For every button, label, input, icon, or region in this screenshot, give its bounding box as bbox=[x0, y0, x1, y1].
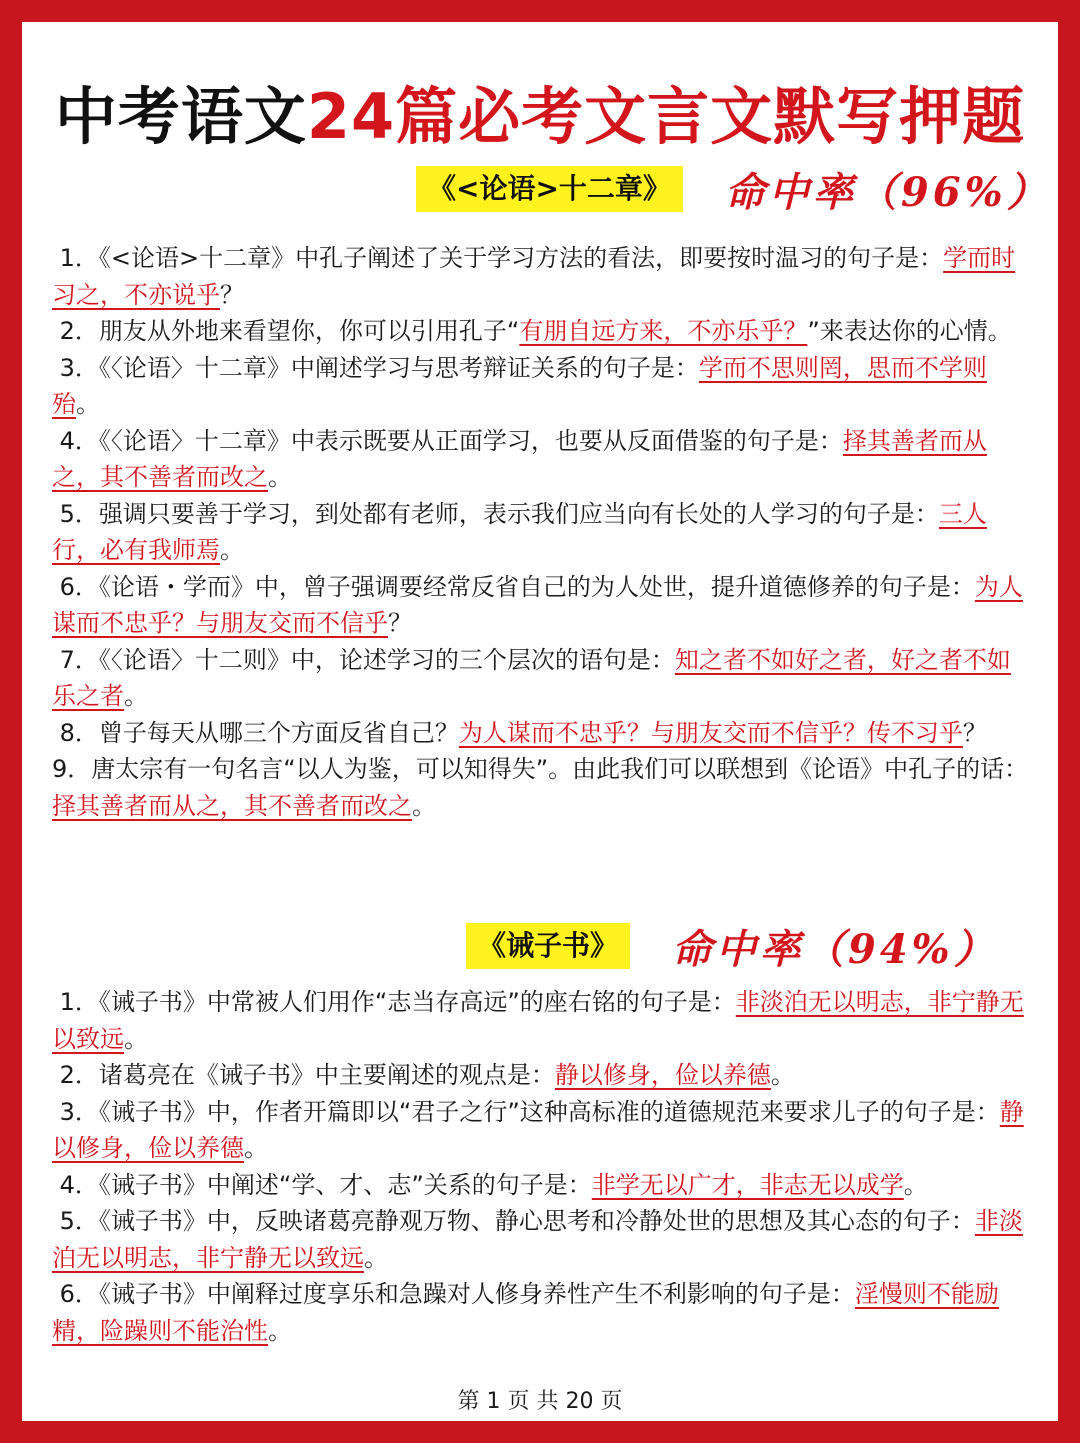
answer-text: 知之者不如好之者，好之者不如乐之者 bbox=[52, 645, 1011, 710]
answer-text: 择其善者而从之，其不善者而改之 bbox=[52, 791, 412, 820]
question-item bbox=[52, 984, 1032, 1057]
section-header-lunyu bbox=[416, 166, 1051, 216]
hit-rate-label: 命中率（96%） bbox=[724, 168, 1051, 216]
question-text: 1．《<论语>十二章》中孔子阐述了关于学习方法的看法，即要按时温习的句子是： bbox=[59, 244, 944, 272]
question-item bbox=[52, 642, 1032, 715]
answer-text: 择其善者而从之，其不善者而改之 bbox=[52, 426, 987, 491]
question-item bbox=[52, 350, 1032, 423]
question-tail: 。 bbox=[244, 1134, 268, 1162]
hit-rate-label: 命中率（94%） bbox=[672, 925, 998, 973]
question-item bbox=[52, 715, 1032, 752]
question-tail: 。 bbox=[268, 1316, 292, 1345]
answer-text: 静以修身，俭以养德 bbox=[554, 1061, 771, 1089]
question-text: 6．《诫子书》中阐释过度享乐和急躁对人修身养性产生不利影响的句子是： bbox=[59, 1280, 855, 1308]
document-page bbox=[22, 22, 1058, 1421]
question-text: 2．朋友从外地来看望你，你可以引用孔子“ bbox=[59, 317, 520, 345]
answer-text: 学而不思则罔，思而不学则殆 bbox=[52, 353, 987, 418]
question-item bbox=[52, 1276, 1032, 1349]
question-tail: 。 bbox=[124, 1024, 148, 1053]
question-tail: 。 bbox=[268, 463, 292, 491]
question-tail: 。 bbox=[770, 1061, 795, 1089]
section-questions-jiezishu bbox=[52, 984, 1032, 1349]
section-label: 《诫子书》 bbox=[466, 923, 630, 969]
question-item bbox=[52, 569, 1032, 642]
question-item bbox=[52, 751, 1032, 824]
question-tail: 。 bbox=[220, 536, 244, 564]
question-text: 2．诸葛亮在《诫子书》中主要阐述的观点是： bbox=[59, 1061, 555, 1089]
answer-text: 非学无以广才，非志无以成学 bbox=[591, 1170, 904, 1199]
title-part-red: 24篇必考文言文默写押题 bbox=[306, 80, 1026, 153]
question-item bbox=[52, 1057, 1032, 1094]
section-questions-lunyu bbox=[52, 240, 1032, 824]
question-item bbox=[52, 313, 1032, 350]
question-tail: ”来表达你的心情。 bbox=[807, 317, 1012, 345]
question-tail: ？ bbox=[962, 718, 987, 747]
section-header-jiezishu bbox=[466, 923, 998, 973]
answer-text: 静以修身，俭以养德 bbox=[52, 1097, 1024, 1162]
answer-text: 为人谋而不忠乎？与朋友交而不信乎？传不习乎 bbox=[458, 718, 963, 747]
answer-text: 非淡泊无以明志，非宁静无以致远 bbox=[52, 1207, 1023, 1272]
question-item bbox=[52, 496, 1032, 569]
question-text: 6．《论语・学而》中，曾子强调要经常反省自己的为人处世，提升道德修养的句子是： bbox=[59, 572, 975, 601]
question-tail: 。 bbox=[124, 682, 148, 710]
title-part-black: 中考语文 bbox=[54, 80, 307, 153]
question-tail: ？ bbox=[220, 280, 244, 309]
section-label: 《<论语>十二章》 bbox=[416, 166, 683, 212]
question-item bbox=[52, 1203, 1032, 1276]
question-text: 4．《诫子书》中阐述“学、才、志”关系的句子是： bbox=[59, 1170, 592, 1199]
answer-text: 非淡泊无以明志，非宁静无以致远 bbox=[52, 988, 1024, 1053]
question-text: 5．强调只要善于学习，到处都有老师，表示我们应当向有长处的人学习的句子是： bbox=[59, 499, 939, 528]
question-tail: 。 bbox=[76, 390, 100, 418]
answer-text: 为人谋而不忠乎？与朋友交而不信乎 bbox=[52, 572, 1023, 637]
question-item bbox=[52, 423, 1032, 496]
question-text: 4．《〈论语〉十二章》中表示既要从正面学习，也要从反面借鉴的句子是： bbox=[59, 426, 843, 455]
page-title bbox=[22, 80, 1058, 153]
answer-text: 三人行，必有我师焉 bbox=[52, 499, 987, 564]
question-item bbox=[52, 240, 1032, 313]
question-tail: ？ bbox=[388, 609, 412, 637]
question-tail: 。 bbox=[903, 1170, 928, 1199]
question-text: 5．《诫子书》中，反映诸葛亮静观万物、静心思考和冷静处世的思想及其心态的句子： bbox=[59, 1207, 975, 1235]
page-footer: 第 1 页 共 20 页 bbox=[457, 1389, 623, 1414]
question-tail: 。 bbox=[412, 791, 436, 820]
answer-text: 学而时习之，不亦说乎 bbox=[52, 244, 1016, 309]
question-text: 9．唐太宗有一句名言“以人为鉴，可以知得失”。由此我们可以联想到《论语》中孔子的话： bbox=[52, 755, 1029, 783]
question-text: 3．《诫子书》中，作者开篇即以“君子之行”这种高标准的道德规范来要求儿子的句子是： bbox=[59, 1097, 1000, 1126]
question-text: 3．《〈论语〉十二章》中阐述学习与思考辩证关系的句子是： bbox=[59, 353, 699, 382]
question-item bbox=[52, 1167, 1032, 1204]
question-tail: 。 bbox=[364, 1243, 388, 1272]
answer-text: 淫慢则不能励精，险躁则不能治性 bbox=[52, 1280, 999, 1345]
answer-text: 有朋自远方来，不亦乐乎？ bbox=[519, 317, 808, 345]
question-text: 1．《诫子书》中常被人们用作“志当存高远”的座右铭的句子是： bbox=[59, 988, 736, 1016]
question-text: 7．《〈论语〉十二则》中，论述学习的三个层次的语句是： bbox=[59, 645, 675, 674]
question-item bbox=[52, 1094, 1032, 1167]
question-text: 8．曾子每天从哪三个方面反省自己？ bbox=[59, 718, 459, 747]
